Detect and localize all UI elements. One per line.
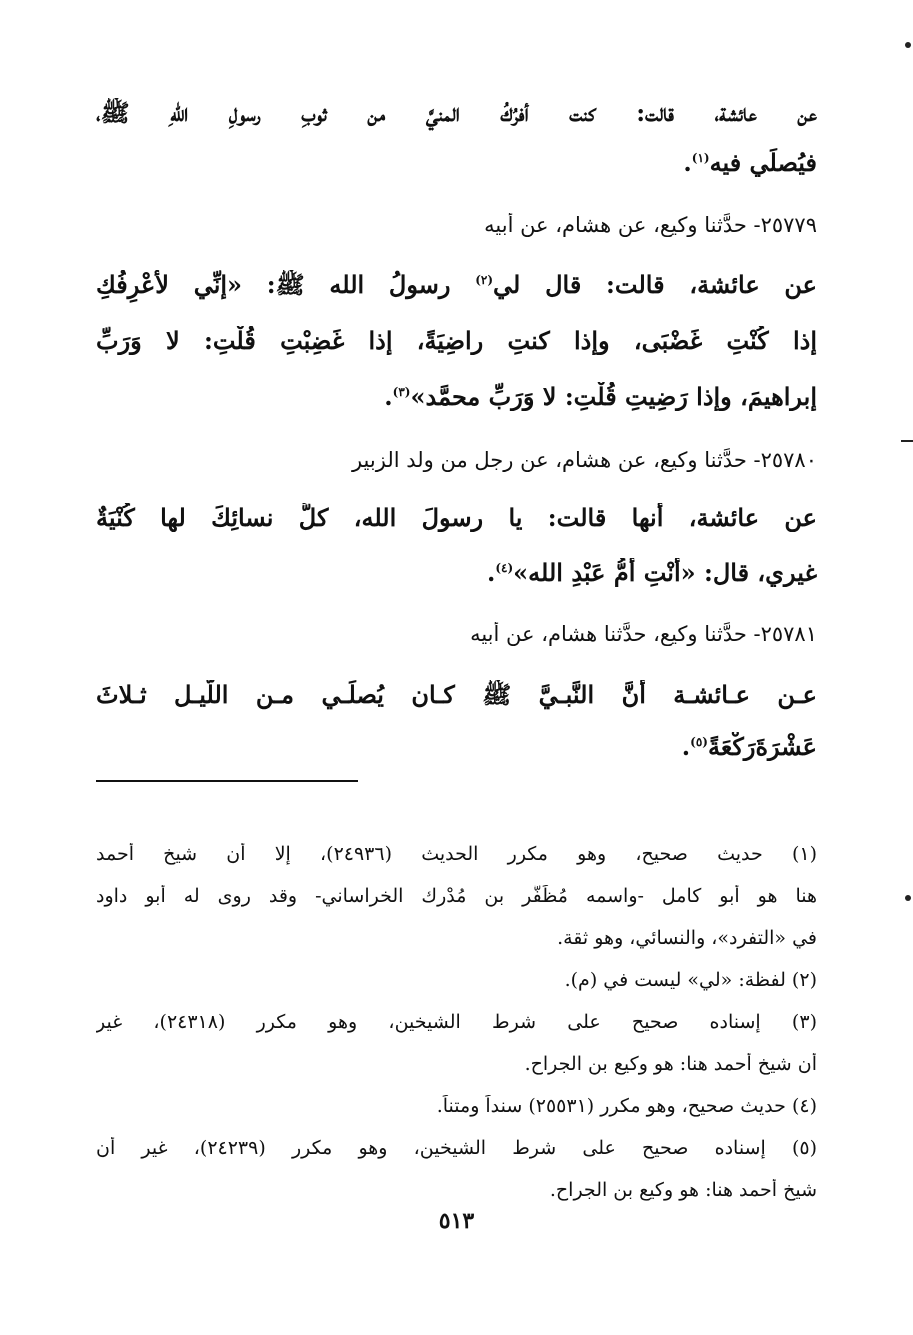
line-text: (١) حديث صحيح، وهو مكرر الحديث (٢٤٩٣٦)، إلا أن شيخ أحمد (96, 843, 817, 865)
hadith-header (96, 448, 817, 472)
footnote-marker: (١) (691, 151, 710, 165)
line-text: (٥) إسناده صحيح على شرط الشيخين، وهو مكرر (٢٤٢٣٩)، غير أن (96, 1137, 817, 1159)
hadith-header (96, 622, 817, 646)
text-line (96, 382, 817, 411)
footnote-line (96, 1137, 817, 1159)
footnote-line (96, 1053, 817, 1075)
hadith-header (96, 213, 817, 237)
footnote-line (96, 1011, 817, 1033)
margin-dot (905, 42, 911, 48)
line-text: (٣) إسناده صحيح على شرط الشيخين، وهو مكرر (٢٤٣١٨)، غير (96, 1011, 817, 1033)
line-text: (٤) حديث صحيح، وهو مكرر (٢٥٥٣١) سنداً ومتناً. (436, 1095, 817, 1117)
line-text: عن عائشة، قالت: قال لي (493, 270, 817, 299)
footnote-marker: (٥) (690, 735, 708, 749)
line-text: في «التفرد»، والنسائي، وهو ثقة. (557, 927, 817, 949)
line-text: عن عائشة، أنها قالت: يا رسولَ الله، كلُّ نسائِكَ لها كُنْيَةٌ (96, 503, 817, 532)
footnote-marker: (٢) (475, 273, 494, 287)
line-text: غيري، قال: «أَنْتِ أُمُّ عَبْدِ الله» (513, 558, 817, 587)
text-line (96, 148, 817, 177)
text-line (96, 326, 817, 355)
line-text: فيُصلِّي فيه (709, 148, 817, 177)
footnote-line (96, 1095, 817, 1117)
line-text: ٢٥٧٨٠- حدَّثنا وكيع، عن هشام، عن رجل من ولد الزبير (351, 448, 817, 472)
text-line (96, 98, 817, 133)
footnote-line (96, 969, 817, 991)
footnote-line (96, 927, 817, 949)
period: . (683, 148, 692, 177)
line-text: (٢) لفظة: «لي» ليست في (م). (564, 969, 817, 991)
footnote-marker: (٣) (392, 385, 411, 399)
footnote-marker: (٤) (495, 561, 514, 575)
text-line (96, 732, 817, 761)
footnote-line (96, 843, 817, 865)
period: . (384, 382, 393, 411)
line-text: شيخ أحمد هنا: هو وكيع بن الجراح. (549, 1179, 817, 1201)
line-text: ٢٥٧٧٩- حدَّثنا وكيع، عن هشام، عن أبيه (484, 213, 817, 237)
period: . (486, 558, 496, 587)
text-line (96, 503, 817, 532)
margin-dot (905, 895, 911, 901)
line-text: رسولُ الله ﷺ: «إنِّي لأَعْرِفُكِ (96, 270, 476, 299)
text-line (96, 558, 817, 587)
period: . (681, 732, 691, 761)
margin-tick (901, 440, 913, 442)
footnote-divider (96, 780, 358, 782)
line-text: عَشْرَةَرَكْعَةً (707, 732, 817, 761)
line-text: أن شيخ أحمد هنا: هو وكيع بن الجراح. (524, 1053, 817, 1075)
line-text: ٢٥٧٨١- حدَّثنا وكيع، حدَّثنا هشام، عن أبيه (470, 622, 817, 646)
footnote-line (96, 885, 817, 907)
text-line (96, 270, 817, 305)
text-line (96, 680, 817, 715)
line-text: إذا كُنْتِ غَضْبَى، وإذا كنتِ راضِيَةً، إذا غَضِبْتِ قُلْتِ: لا وَرَبِّ (96, 326, 817, 355)
line-text: إبراهيمَ، وإذا رَضِيتِ قُلْتِ: لا وَرَبِّ محمَّد» (410, 382, 817, 411)
line-text: عن عائشة، قالت: كنت أفرُكُ المنيَّ من ثوبِ رسولِ اللهِ ﷺ، (96, 98, 817, 127)
footnote-line (96, 1179, 817, 1201)
line-text: هنا هو أبو كامل -واسمه مُظَفَّر بن مُدْرِك الخراساني- وقد روى له أبو داود (96, 885, 817, 907)
page-number: ٥١٣ (438, 1208, 475, 1234)
line-text: عـن عـائشـة أَنَّ النَّبـيَّ ﷺ كـان يُصلِّـي مـن اللَّيـل ثـلاثَ (96, 680, 817, 709)
